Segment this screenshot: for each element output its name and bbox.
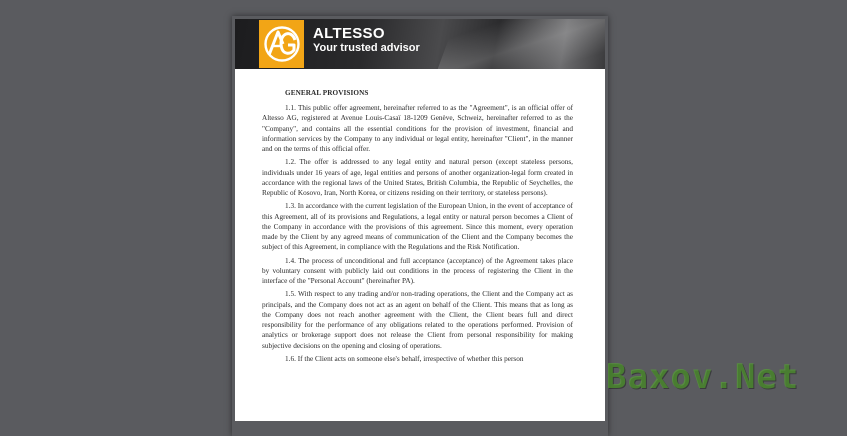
paragraph-1-2: 1.2. The offer is addressed to any legal entity and natural person (except stateless persons, individuals under 16 years of age, legal entities and persons of another organization-legal form created in accordance with the regional laws of the United States, British Columbia, the Republic of Seychelles, the Republic of Kosovo, Iran, North Korea, or citizens residing on their territory, or stateless persons). [262, 158, 573, 197]
section-title: GENERAL PROVISIONS [285, 89, 369, 97]
paragraph-1-1: 1.1. This public offer agreement, hereinafter referred to as the "Agreement", is an official offer of Altesso AG, registered at Avenue Louis-Casaï 18-1209 Genève, Schweiz, hereinafter referred to as the "Company", and contains all the essential conditions for the provision of investment, financial and information services by the Company to any individual or legal entity, hereinafter "Client", in the manner and on the terms of this official offer. [262, 104, 573, 153]
brand-tagline: Your trusted advisor [313, 42, 420, 54]
brand-name: ALTESSO [313, 25, 385, 42]
paragraph-1-6: 1.6. If the Client acts on someone else's behalf, irrespective of whether this person [285, 354, 524, 363]
watermark: Baxov.Net [606, 357, 800, 397]
document-header [235, 19, 605, 69]
paragraph-1-3: 1.3. In accordance with the current legislation of the European Union, in the event of acceptance of this Agreement, all of its provisions and Regulations, a legal entity or natural person becomes a Client of the Company in accordance with the provisions of this agreement. Since this moment, every operation made by the Client by any agreed means of communication of the Client and the Company becomes the subject of this Agreement, in compliance with the Regulations and the Risk Notification. [262, 202, 573, 252]
document-page [235, 19, 605, 421]
paragraph-1-4: 1.4. The process of unconditional and full acceptance (acceptance) of the Agreement takes place by voluntary consent with publicly laid out conditions in the process of registering the Client in the interface of the "Personal Account" (hereinafter PA). [262, 256, 573, 285]
paragraph-1-5: 1.5. With respect to any trading and/or non-trading operations, the Client and the Company act as principals, and the Company does not act as an agent on behalf of the Client. This means that as long as the Company does not reach another agreement with the Client, the Client bears full and direct responsibility for the performance of any obligations related to the operations performed. Provision of analytics or brokerage support does not release the Client from personal responsibility for making subjective decisions on the opening and closing of operations. [262, 290, 573, 350]
ag-logo-icon [262, 24, 302, 64]
document-body [235, 69, 605, 364]
altesso-logo [259, 20, 304, 68]
